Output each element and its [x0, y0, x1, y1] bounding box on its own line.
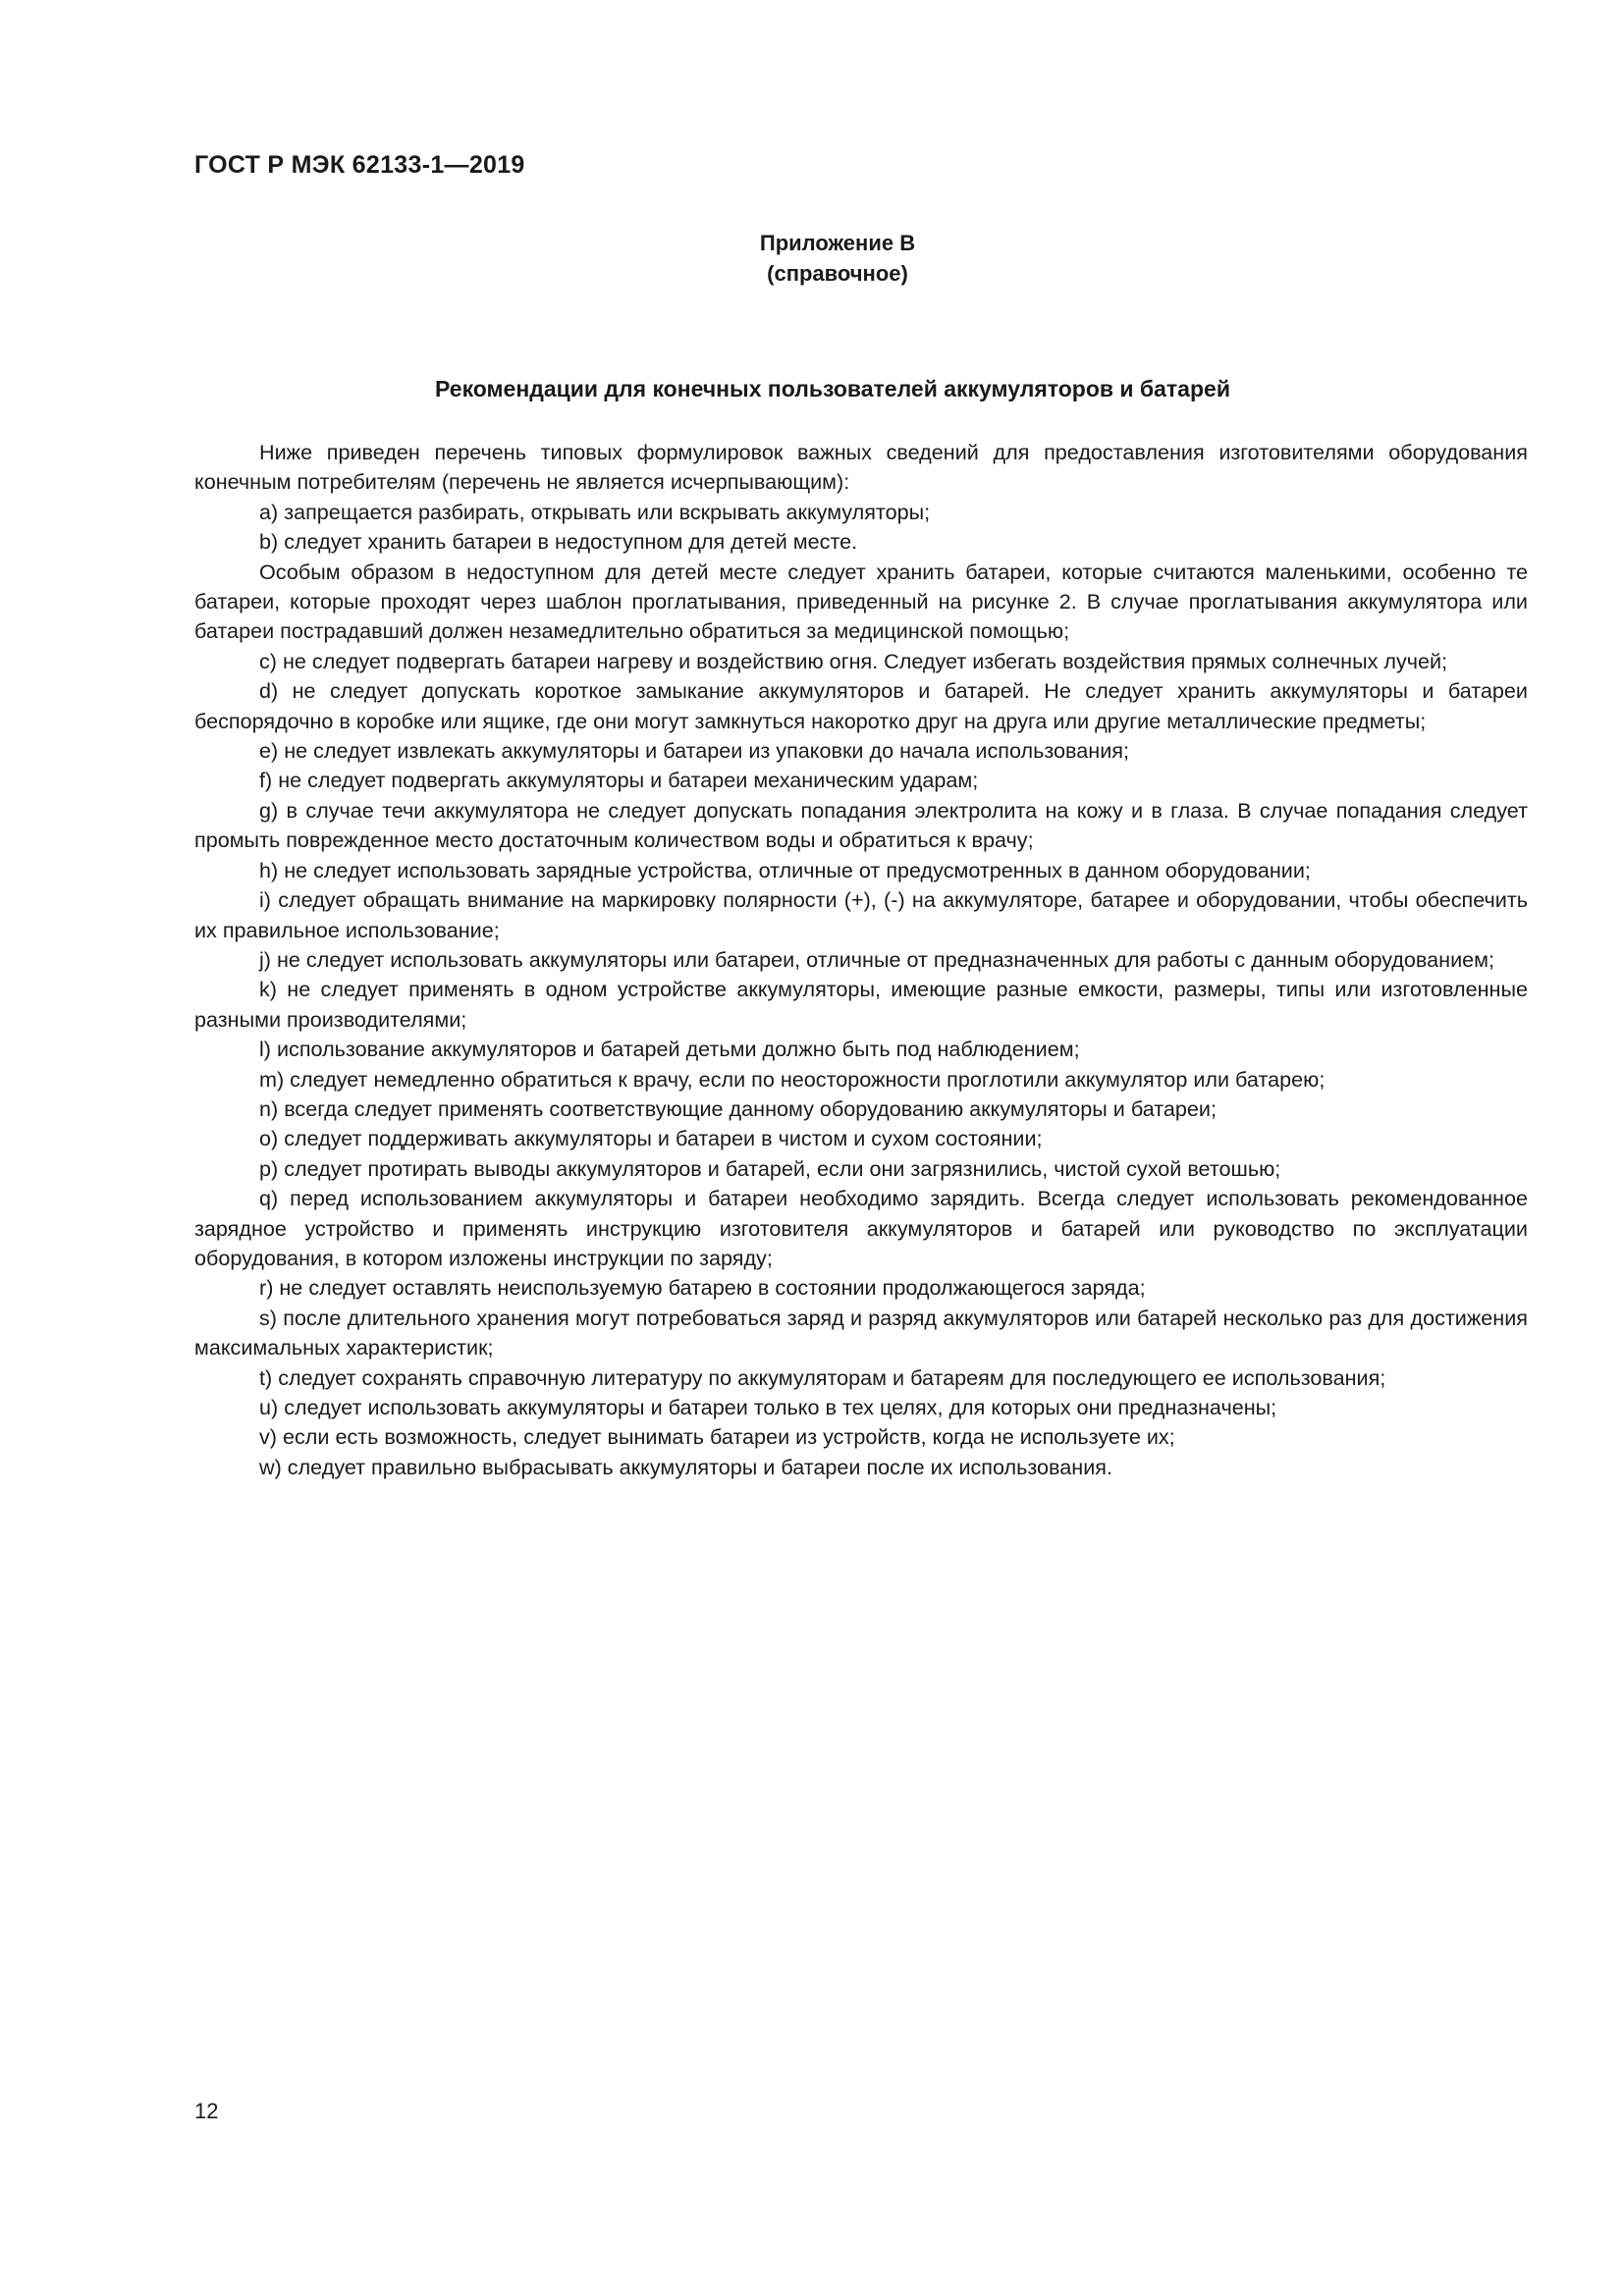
list-item-c: c) не следует подвергать батареи нагреву и воздействию огня. Следует избегать воздействия прямых солнечных лучей; [259, 648, 1448, 673]
list-item-q: q) перед использованием аккумуляторы и батареи необходимо зарядить. Всегда следует использовать рекомендованное зарядное устройство и применять инструкцию изготовителя аккумуляторов и батарей или руководство по эксплуатации оборудования, в котором изложены инструкции по заряду; [194, 1186, 1528, 1270]
appendix-type: (справочное) [767, 261, 908, 286]
list-item-k: k) не следует применять в одном устройстве аккумуляторы, имеющие разные емкости, размеры, типы или изготовленные разными производителями; [194, 977, 1528, 1032]
list-item-i: i) следует обращать внимание на маркировку полярности (+), (-) на аккумуляторе, батарее и оборудовании, чтобы обеспечить их правильное использование; [194, 887, 1528, 942]
list-item-w: w) следует правильно выбрасывать аккумуляторы и батареи после их использования. [259, 1454, 1112, 1479]
list-item-t: t) следует сохранять справочную литературу по аккумуляторам и батареям для последующего ее использования; [259, 1364, 1386, 1390]
page-number: 12 [194, 2099, 219, 2123]
list-item-v: v) если есть возможность, следует вынимать батареи из устройств, когда не используете их; [259, 1424, 1175, 1450]
list-item-b-note: Особым образом в недоступном для детей месте следует хранить батареи, которые считаются маленькими, особенно те батареи, которые проходят через шаблон проглатывания, приведенный на рисунке 2. В случае проглатывания аккумулятора или батареи пострадавший должен незамедлительно обратиться за медицинской помощью; [194, 559, 1528, 644]
recommendations-body [194, 438, 1528, 1482]
list-item-h: h) не следует использовать зарядные устройства, отличные от предусмотренных в данном оборудовании; [259, 857, 1311, 882]
standard-code-header: ГОСТ Р МЭК 62133-1—2019 [194, 151, 525, 179]
list-item-r: r) не следует оставлять неиспользуемую батарею в состоянии продолжающегося заряда; [259, 1275, 1146, 1301]
list-item-p: p) следует протирать выводы аккумуляторов и батарей, если они загрязнились, чистой сухой ветошью; [259, 1155, 1281, 1181]
list-item-n: n) всегда следует применять соответствующие данному оборудованию аккумуляторы и батареи; [259, 1095, 1217, 1121]
list-item-e: e) не следует извлекать аккумуляторы и батареи из упаковки до начала использования; [259, 738, 1129, 764]
list-item-d: d) не следует допускать короткое замыкание аккумуляторов и батарей. Не следует хранить аккумуляторы и батареи беспорядочно в коробке или ящике, где они могут замкнуться накоротко друг на друга или другие металлические предметы; [194, 678, 1528, 733]
list-item-f: f) не следует подвергать аккумуляторы и батареи механическим ударам; [259, 768, 979, 793]
list-item-o: o) следует поддерживать аккумуляторы и батареи в чистом и сухом состоянии; [259, 1126, 1043, 1151]
list-item-g: g) в случае течи аккумулятора не следует допускать попадания электролита на кожу и в глаза. В случае попадания следует промыть поврежденное место достаточным количеством воды и обратиться к врачу; [194, 797, 1528, 853]
list-item-j: j) не следует использовать аккумуляторы или батареи, отличные от предназначенных для работы с данным оборудованием; [259, 946, 1494, 972]
appendix-label: Приложение В [759, 231, 916, 255]
section-title: Рекомендации для конечных пользователей аккумуляторов и батарей [435, 376, 1230, 401]
appendix-heading [0, 228, 1624, 289]
list-item-l: l) использование аккумуляторов и батарей детьми должно быть под наблюдением; [259, 1037, 1080, 1062]
list-item-b: b) следует хранить батареи в недоступном для детей месте. [259, 529, 858, 555]
list-item-m: m) следует немедленно обратиться к врачу, если по неосторожности проглотили аккумулятор или батарею; [259, 1066, 1326, 1092]
list-item-s: s) после длительного хранения могут потребоваться заряд и разряд аккумуляторов или батарей несколько раз для достижения максимальных характеристик; [194, 1305, 1528, 1361]
intro-paragraph: Ниже приведен перечень типовых формулировок важных сведений для предоставления изготовителями оборудования конечным потребителям (перечень не является исчерпывающим): [194, 440, 1528, 495]
list-item-u: u) следует использовать аккумуляторы и батареи только в тех целях, для которых они предназначены; [259, 1395, 1277, 1419]
list-item-a: a) запрещается разбирать, открывать или вскрывать аккумуляторы; [259, 499, 931, 524]
